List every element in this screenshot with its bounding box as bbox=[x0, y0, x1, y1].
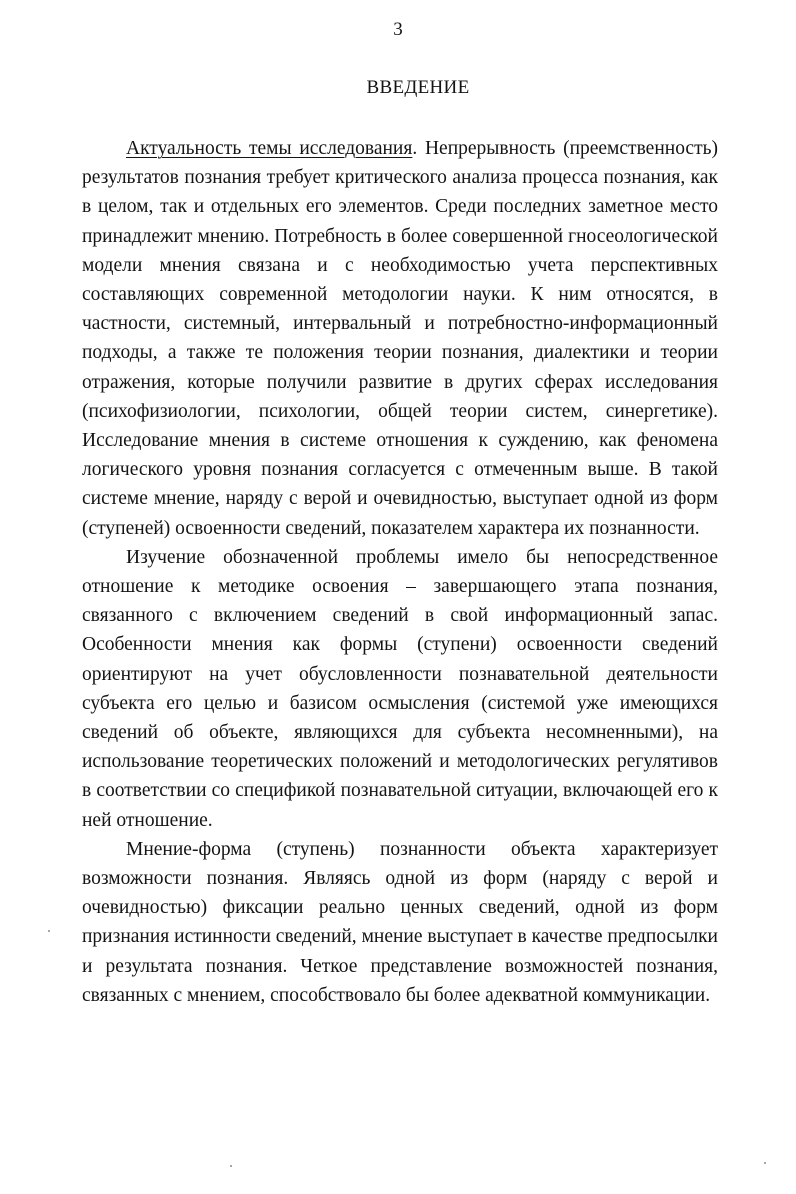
scan-speck bbox=[48, 930, 50, 932]
body-text bbox=[82, 134, 718, 1010]
paragraph-relevance bbox=[82, 134, 718, 543]
paragraph-problem: Изучение обозначенной проблемы имело бы непосредственное отношение к методике освоения – завершающего этапа познания, связанного с включением сведений в свой информационный запас. Особенности мнения как формы (ступени) освоенности сведений ориентируют на учет обусловленности познавательной деятельности субъекта его целью и базисом осмысления (системой уже имеющихся сведений об объекте, являющихся для субъекта несомненными), на использование теоретических положений и методологических регулятивов в соответствии со спецификой познавательной ситуации, включающей его к ней отношение. bbox=[82, 546, 718, 831]
page-number: 3 bbox=[393, 19, 403, 40]
relevance-heading: Актуальность темы исследования bbox=[126, 138, 413, 159]
paragraph-text: . Непрерывность (преемственность) результатов познания требует критического анализа процесса познания, как в целом, так и отдельных его элементов. Среди последних заметное место принадлежит мнению. Потребность в более совершенной гносеологической модели мнения связана и с необходимостью учета перспективных составляющих современной методологии науки. К ним относятся, в частности, системный, интервальный и потребностно-информационный подходы, а также те положения теории познания, диалектики и теории отражения, которые получили развитие в других сферах исследования (психофизиологии, психологии, общей теории систем, синергетике). Исследование мнения в системе отношения к суждению, как феномена логического уровня познания согласуется с отмеченным выше. В такой системе мнение, наряду с верой и очевидностью, выступает одной из форм (ступеней) освоенности сведений, показателем характера их познанности. bbox=[82, 138, 718, 539]
scan-speck bbox=[230, 1165, 232, 1167]
page-title: ВВЕДЕНИЕ bbox=[366, 77, 470, 98]
scan-speck bbox=[764, 1162, 766, 1164]
paragraph-opinion: Мнение-форма (ступень) познанности объекта характеризует возможности познания. Являясь одной из форм (наряду с верой и очевидностью) фиксации реально ценных сведений, одной из форм признания истинности сведений, мнение выступает в качестве предпосылки и результата познания. Четкое представление возможностей познания, связанных с мнением, способствовало бы более адекватной коммуникации. bbox=[82, 838, 718, 1006]
